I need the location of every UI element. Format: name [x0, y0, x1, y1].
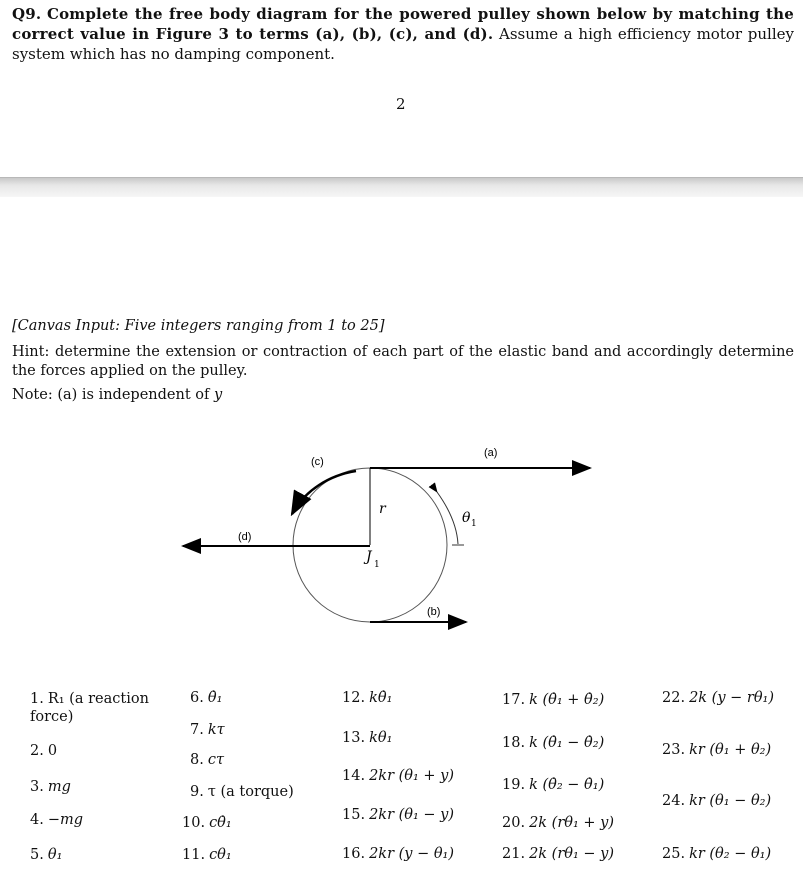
option-17-text: k (θ̇₁ + θ̇₂): [529, 692, 605, 708]
option-25: [662, 846, 771, 862]
option-25-number: 25.: [662, 846, 686, 862]
option-21-text: 2k (rθ₁ − y): [529, 846, 615, 862]
option-21-number: 21.: [502, 846, 526, 862]
option-6-number: 6.: [190, 690, 204, 706]
theta-arrow: [437, 492, 458, 544]
option-18-number: 18.: [502, 735, 526, 751]
label-theta: θ: [462, 510, 471, 526]
option-12-number: 12.: [342, 690, 366, 706]
option-4: [30, 812, 83, 828]
option-14-number: 14.: [342, 768, 366, 784]
option-2-text: 0: [47, 743, 58, 759]
note-prefix: Note: (a) is independent of: [12, 387, 210, 403]
option-24: [662, 793, 771, 809]
option-7: [190, 722, 225, 738]
pulley-free-body-diagram: [0, 430, 803, 645]
option-6: [190, 690, 222, 706]
page-separator: [0, 177, 803, 197]
option-16-number: 16.: [342, 846, 366, 862]
option-15: [342, 807, 454, 823]
option-11-text: cθ₁: [209, 847, 232, 863]
label-a: (a): [484, 447, 498, 459]
option-19-text: k (θ̇₂ − θ̇₁): [529, 777, 605, 793]
option-3: [30, 779, 71, 795]
question-label: Q9.: [12, 5, 42, 23]
option-13-number: 13.: [342, 730, 366, 746]
option-24-text: kr (θ₁ − θ₂): [689, 793, 772, 809]
question-plain-text: Assume a high efficiency motor pulley system which has no damping component.: [12, 25, 794, 63]
option-5-text: θ₁: [47, 847, 63, 863]
label-J: J: [366, 549, 372, 565]
option-22-text: 2k (y − rθ₁): [689, 690, 775, 706]
canvas-input-instruction: [Canvas Input: Five integers ranging from 1 to 25]: [12, 318, 385, 334]
option-2-number: 2.: [30, 743, 44, 759]
option-15-text: 2kr (θ₁ − y): [369, 807, 455, 823]
option-10: [182, 815, 232, 831]
option-14-text: 2kr (θ₁ + y): [369, 768, 455, 784]
label-theta-subscript: 1: [471, 519, 477, 529]
option-13-text: kθ₁: [369, 730, 393, 746]
option-4-text: −mg: [47, 812, 84, 828]
option-9-number: 9.: [190, 784, 204, 800]
option-20-number: 20.: [502, 815, 526, 831]
option-22: [662, 690, 774, 706]
option-25-text: kr (θ₂ − θ₁): [689, 846, 772, 862]
label-r: r: [379, 501, 386, 517]
option-16-text: 2kr (y − θ₁): [369, 846, 455, 862]
option-6-text: θ̇₁: [207, 690, 223, 706]
option-8: [190, 752, 224, 768]
option-14: [342, 768, 454, 784]
question-text: [12, 4, 794, 64]
option-16: [342, 846, 454, 862]
option-2: [30, 743, 57, 759]
option-11-number: 11.: [182, 847, 206, 863]
option-1-number: 1.: [30, 691, 44, 707]
option-15-number: 15.: [342, 807, 366, 823]
label-J-subscript: 1: [374, 560, 380, 570]
label-c: (c): [311, 456, 324, 468]
option-12-text: kθ̇₁: [369, 690, 393, 706]
note-text: [12, 387, 222, 403]
option-17: [502, 692, 604, 708]
option-18-text: k (θ̇₁ − θ̇₂): [529, 735, 605, 751]
option-8-text: cτ: [207, 752, 224, 768]
arrow-c: [292, 471, 356, 514]
label-b: (b): [427, 606, 441, 618]
option-23-text: kr (θ₁ + θ₂): [689, 742, 772, 758]
option-7-text: kτ: [207, 722, 225, 738]
hint-text: Hint: determine the extension or contraction of each part of the elastic band and accordingly determine the forces applied on the pulley.: [12, 344, 794, 379]
option-23: [662, 742, 771, 758]
option-13: [342, 730, 392, 746]
page-number: 2: [396, 95, 406, 113]
option-12: [342, 690, 392, 706]
option-9-text: τ (a torque): [207, 784, 294, 800]
question-bold-text: Complete the free body diagram for the powered pulley shown below by matching the correct value in Figure 3 to terms (a), (b), (c), and (d).: [12, 5, 794, 43]
option-17-number: 17.: [502, 692, 526, 708]
option-10-number: 10.: [182, 815, 206, 831]
option-19-number: 19.: [502, 777, 526, 793]
option-5: [30, 847, 62, 863]
option-21: [502, 846, 614, 862]
option-24-number: 24.: [662, 793, 686, 809]
option-20-text: 2k (rθ₁ + y): [529, 815, 615, 831]
option-1: [30, 690, 180, 726]
option-23-number: 23.: [662, 742, 686, 758]
option-10-text: cθ̇₁: [209, 815, 232, 831]
label-d: (d): [238, 531, 252, 543]
option-1-text: R₁ (a reaction force): [30, 691, 149, 725]
option-8-number: 8.: [190, 752, 204, 768]
option-4-number: 4.: [30, 812, 44, 828]
option-19: [502, 777, 604, 793]
option-3-text: mg: [47, 779, 71, 795]
note-variable: y: [213, 387, 223, 403]
option-20: [502, 815, 614, 831]
option-7-number: 7.: [190, 722, 204, 738]
option-3-number: 3.: [30, 779, 44, 795]
option-18: [502, 735, 604, 751]
option-9: [190, 784, 294, 800]
option-5-number: 5.: [30, 847, 44, 863]
option-11: [182, 847, 232, 863]
option-22-number: 22.: [662, 690, 686, 706]
